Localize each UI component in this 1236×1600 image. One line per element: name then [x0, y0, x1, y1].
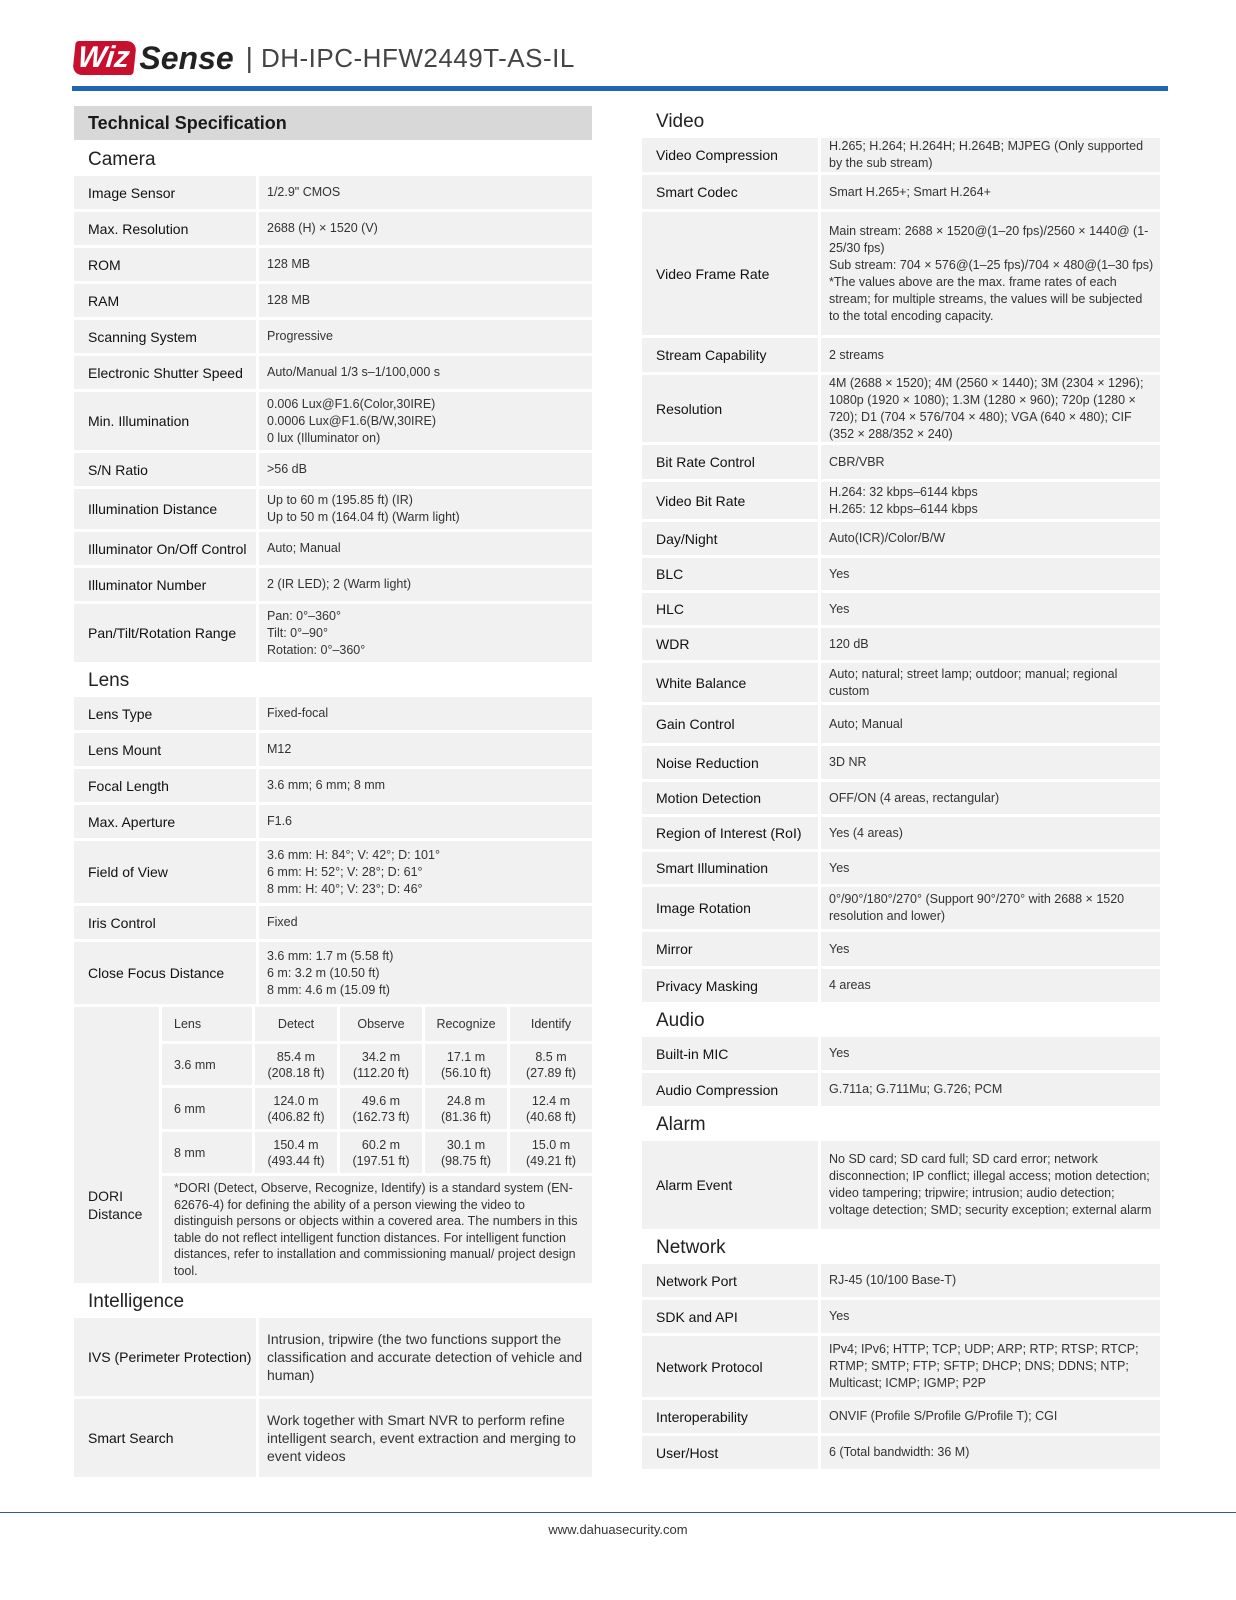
spec-value: Auto/Manual 1/3 s–1/100,000 s	[259, 356, 592, 389]
spec-label: Built-in MIC	[642, 1037, 818, 1070]
camera-row	[74, 212, 592, 245]
spec-label: Audio Compression	[642, 1073, 818, 1106]
network-row	[642, 1336, 1160, 1397]
video-row	[642, 969, 1160, 1002]
spec-value: 0.006 Lux@F1.6(Color,30IRE) 0.0006 Lux@F1.6(B/W,30IRE) 0 lux (Illuminator on)	[259, 392, 592, 450]
spec-value: Yes	[821, 1300, 1160, 1333]
video-row	[642, 628, 1160, 660]
spec-label: Min. Illumination	[74, 392, 256, 450]
spec-value: 4M (2688 × 1520); 4M (2560 × 1440); 3M (2304 × 1296); 1080p (1920 × 1080); 1.3M (1280 × 960); 720p (1280 × 720); D1 (704 × 576/704 × 480); VGA (640 × 480); CIF (352 × 288/352 × 240)	[821, 375, 1160, 442]
spec-value: 0°/90°/180°/270° (Support 90°/270° with 2688 × 1520 resolution and lower)	[821, 887, 1160, 929]
camera-row	[74, 532, 592, 565]
dori-cell: 8 mm	[162, 1132, 252, 1173]
section-intelligence-title: Intelligence	[88, 1291, 185, 1312]
model-number: DH-IPC-HFW2449T-AS-IL	[260, 42, 575, 73]
spec-label: Image Sensor	[74, 176, 256, 209]
network-row	[642, 1300, 1160, 1333]
spec-label: Gain Control	[642, 705, 818, 743]
video-row	[642, 375, 1160, 442]
spec-value: Auto; Manual	[821, 705, 1160, 743]
spec-value: Fixed-focal	[259, 697, 592, 730]
camera-row	[74, 489, 592, 529]
video-row	[642, 852, 1160, 884]
spec-value: ONVIF (Profile S/Profile G/Profile T); CGI	[821, 1400, 1160, 1433]
video-row	[642, 746, 1160, 779]
spec-value: Auto; natural; street lamp; outdoor; manual; regional custom	[821, 663, 1160, 702]
section-video-title: Video	[656, 111, 705, 132]
spec-label: Video Bit Rate	[642, 482, 818, 519]
spec-value: F1.6	[259, 805, 592, 838]
camera-row	[74, 392, 592, 450]
spec-label: Electronic Shutter Speed	[74, 356, 256, 389]
lens-row	[74, 697, 592, 730]
spec-value: H.264: 32 kbps–6144 kbps H.265: 12 kbps–6144 kbps	[821, 482, 1160, 519]
network-row	[642, 1400, 1160, 1433]
spec-value: G.711a; G.711Mu; G.726; PCM	[821, 1073, 1160, 1106]
spec-label: Resolution	[642, 375, 818, 442]
audio-table	[642, 1037, 1160, 1106]
dori-header-cell: Identify	[510, 1007, 592, 1041]
spec-label: Interoperability	[642, 1400, 818, 1433]
lens-row	[74, 733, 592, 766]
dori-header-cell: Recognize	[425, 1007, 507, 1041]
spec-label: Region of Interest (RoI)	[642, 817, 818, 849]
spec-label: Illuminator Number	[74, 568, 256, 601]
dori-cell: 17.1 m (56.10 ft)	[425, 1044, 507, 1085]
dori-cell: 24.8 m (81.36 ft)	[425, 1088, 507, 1129]
spec-value: OFF/ON (4 areas, rectangular)	[821, 782, 1160, 814]
lens-row	[74, 769, 592, 802]
page-header	[74, 38, 575, 78]
spec-value: IPv4; IPv6; HTTP; TCP; UDP; ARP; RTP; RTSP; RTCP; RTMP; SMTP; FTP; SFTP; DHCP; DNS; DDNS; NTP; Multicast; ICMP; IGMP; P2P	[821, 1336, 1160, 1397]
dori-cell: 150.4 m (493.44 ft)	[255, 1132, 337, 1173]
section-camera-title: Camera	[88, 149, 156, 170]
footer-divider	[0, 1512, 1236, 1513]
intelligence-row	[74, 1399, 592, 1477]
spec-label: Image Rotation	[642, 887, 818, 929]
spec-value: RJ-45 (10/100 Base-T)	[821, 1264, 1160, 1297]
video-row	[642, 932, 1160, 966]
dori-label: DORI Distance	[74, 1007, 159, 1283]
spec-label: Network Port	[642, 1264, 818, 1297]
spec-label: Noise Reduction	[642, 746, 818, 779]
spec-label: Illuminator On/Off Control	[74, 532, 256, 565]
video-row	[642, 558, 1160, 590]
video-row	[642, 445, 1160, 479]
camera-row	[74, 284, 592, 317]
section-network-title: Network	[656, 1237, 726, 1258]
logo-wiz: Wiz	[72, 41, 137, 75]
video-row	[642, 663, 1160, 702]
spec-value: Yes	[821, 1037, 1160, 1070]
lens-row	[74, 942, 592, 1004]
spec-label: Lens Mount	[74, 733, 256, 766]
spec-value: Pan: 0°–360° Tilt: 0°–90° Rotation: 0°–360°	[259, 604, 592, 662]
audio-row	[642, 1073, 1160, 1106]
dori-header-cell: Lens	[162, 1007, 252, 1041]
section-lens-title: Lens	[88, 670, 130, 691]
camera-row	[74, 356, 592, 389]
spec-label: HLC	[642, 593, 818, 625]
spec-label: Max. Resolution	[74, 212, 256, 245]
spec-label: User/Host	[642, 1436, 818, 1469]
network-table	[642, 1264, 1160, 1469]
spec-value: 2688 (H) × 1520 (V)	[259, 212, 592, 245]
spec-label: Max. Aperture	[74, 805, 256, 838]
spec-label: WDR	[642, 628, 818, 660]
right-column	[642, 106, 1160, 1472]
spec-value: Progressive	[259, 320, 592, 353]
camera-table	[74, 176, 592, 662]
spec-value: No SD card; SD card full; SD card error; network disconnection; IP conflict; illegal access; motion detection; video tampering; tripwire; intrusion; audio detection; voltage detection; SMD; security exception; external alarm	[821, 1141, 1160, 1229]
spec-value: Yes (4 areas)	[821, 817, 1160, 849]
spec-value: 120 dB	[821, 628, 1160, 660]
spec-value: 3.6 mm: H: 84°; V: 42°; D: 101° 6 mm: H: 52°; V: 28°; D: 61° 8 mm: H: 40°; V: 23°; D: 46°	[259, 841, 592, 903]
spec-label: Illumination Distance	[74, 489, 256, 529]
camera-row	[74, 604, 592, 662]
spec-label: Video Frame Rate	[642, 212, 818, 335]
dori-grid	[162, 1007, 592, 1173]
network-row	[642, 1264, 1160, 1297]
dori-cell: 12.4 m (40.68 ft)	[510, 1088, 592, 1129]
dori-cell: 49.6 m (162.73 ft)	[340, 1088, 422, 1129]
spec-label: ROM	[74, 248, 256, 281]
spec-value: Up to 60 m (195.85 ft) (IR) Up to 50 m (164.04 ft) (Warm light)	[259, 489, 592, 529]
dori-header-cell: Observe	[340, 1007, 422, 1041]
dori-cell: 8.5 m (27.89 ft)	[510, 1044, 592, 1085]
spec-value: Auto(ICR)/Color/B/W	[821, 522, 1160, 555]
intelligence-row	[74, 1318, 592, 1396]
video-row	[642, 782, 1160, 814]
lens-table	[74, 697, 592, 1004]
intelligence-table	[74, 1318, 592, 1477]
spec-title: Technical Specification	[74, 106, 592, 140]
spec-value: CBR/VBR	[821, 445, 1160, 479]
video-row	[642, 138, 1160, 172]
footer-url: www.dahuasecurity.com	[548, 1522, 688, 1537]
spec-label: Smart Illumination	[642, 852, 818, 884]
camera-row	[74, 568, 592, 601]
video-row	[642, 705, 1160, 743]
video-table	[642, 138, 1160, 1002]
spec-label: Lens Type	[74, 697, 256, 730]
spec-value: Yes	[821, 932, 1160, 966]
spec-label: Network Protocol	[642, 1336, 818, 1397]
spec-label: IVS (Perimeter Protection)	[74, 1318, 256, 1396]
spec-label: RAM	[74, 284, 256, 317]
audio-row	[642, 1037, 1160, 1070]
video-row	[642, 482, 1160, 519]
section-alarm-title: Alarm	[656, 1114, 706, 1135]
video-row	[642, 212, 1160, 335]
spec-label: S/N Ratio	[74, 453, 256, 486]
spec-value: Yes	[821, 593, 1160, 625]
spec-label: Close Focus Distance	[74, 942, 256, 1004]
video-row	[642, 887, 1160, 929]
spec-value: 1/2.9" CMOS	[259, 176, 592, 209]
spec-label: Day/Night	[642, 522, 818, 555]
header-separator: |	[245, 42, 253, 73]
spec-label: Focal Length	[74, 769, 256, 802]
spec-label: Smart Codec	[642, 175, 818, 209]
camera-row	[74, 176, 592, 209]
alarm-table	[642, 1141, 1160, 1229]
spec-label: Mirror	[642, 932, 818, 966]
spec-label: Pan/Tilt/Rotation Range	[74, 604, 256, 662]
video-row	[642, 338, 1160, 372]
spec-value: Auto; Manual	[259, 532, 592, 565]
camera-row	[74, 320, 592, 353]
spec-label: Scanning System	[74, 320, 256, 353]
spec-label: Bit Rate Control	[642, 445, 818, 479]
lens-row	[74, 906, 592, 939]
spec-label: Smart Search	[74, 1399, 256, 1477]
dori-cell: 85.4 m (208.18 ft)	[255, 1044, 337, 1085]
spec-value: H.265; H.264; H.264H; H.264B; MJPEG (Only supported by the sub stream)	[821, 138, 1160, 172]
spec-label: BLC	[642, 558, 818, 590]
camera-row	[74, 453, 592, 486]
spec-label: Video Compression	[642, 138, 818, 172]
spec-label: Privacy Masking	[642, 969, 818, 1002]
wizsense-logo	[74, 40, 234, 77]
spec-value: 6 (Total bandwidth: 36 M)	[821, 1436, 1160, 1469]
video-row	[642, 175, 1160, 209]
header-divider	[72, 86, 1168, 91]
spec-value: 3.6 mm; 6 mm; 8 mm	[259, 769, 592, 802]
spec-value: 2 streams	[821, 338, 1160, 372]
spec-value: M12	[259, 733, 592, 766]
dori-cell: 34.2 m (112.20 ft)	[340, 1044, 422, 1085]
spec-label: Alarm Event	[642, 1141, 818, 1229]
spec-value: 128 MB	[259, 248, 592, 281]
spec-value: Smart H.265+; Smart H.264+	[821, 175, 1160, 209]
spec-value: 3D NR	[821, 746, 1160, 779]
dori-cell: 124.0 m (406.82 ft)	[255, 1088, 337, 1129]
dori-cell: 30.1 m (98.75 ft)	[425, 1132, 507, 1173]
dori-table	[74, 1007, 592, 1283]
spec-label: Motion Detection	[642, 782, 818, 814]
spec-label: Iris Control	[74, 906, 256, 939]
section-audio-title: Audio	[656, 1010, 705, 1031]
alarm-row	[642, 1141, 1160, 1229]
video-row	[642, 817, 1160, 849]
spec-value: 128 MB	[259, 284, 592, 317]
dori-cell: 3.6 mm	[162, 1044, 252, 1085]
spec-value: Yes	[821, 852, 1160, 884]
spec-value: 3.6 mm: 1.7 m (5.58 ft) 6 m: 3.2 m (10.50 ft) 8 mm: 4.6 m (15.09 ft)	[259, 942, 592, 1004]
network-row	[642, 1436, 1160, 1469]
spec-value: Yes	[821, 558, 1160, 590]
spec-value: 4 areas	[821, 969, 1160, 1002]
spec-value: 2 (IR LED); 2 (Warm light)	[259, 568, 592, 601]
logo-sense: Sense	[139, 39, 234, 76]
video-row	[642, 522, 1160, 555]
spec-value: Intrusion, tripwire (the two functions support the classification and accurate detection of vehicle and human)	[259, 1318, 592, 1396]
dori-cell: 15.0 m (49.21 ft)	[510, 1132, 592, 1173]
dori-header-cell: Detect	[255, 1007, 337, 1041]
dori-note: *DORI (Detect, Observe, Recognize, Identify) is a standard system (EN-62676-4) for defining the ability of a person viewing the video to distinguish persons or objects within a covered area. The numbers in this table do not reflect intelligent function distances. For intelligent function distances, refer to installation and commissioning manual/ project design tool.	[162, 1176, 592, 1283]
dori-cell: 6 mm	[162, 1088, 252, 1129]
spec-value: Main stream: 2688 × 1520@(1–20 fps)/2560 × 1440@ (1-25/30 fps) Sub stream: 704 × 576@(1–25 fps)/704 × 480@(1–30 fps) *The values above are the max. frame rates of each stream; for multiple streams, the values will be subjected to the total encoding capacity.	[821, 212, 1160, 335]
left-column	[74, 106, 592, 1480]
spec-value: Work together with Smart NVR to perform refine intelligent search, event extraction and merging to event videos	[259, 1399, 592, 1477]
lens-row	[74, 805, 592, 838]
spec-value: Fixed	[259, 906, 592, 939]
spec-value: >56 dB	[259, 453, 592, 486]
camera-row	[74, 248, 592, 281]
spec-label: Stream Capability	[642, 338, 818, 372]
lens-row	[74, 841, 592, 903]
video-row	[642, 593, 1160, 625]
spec-label: Field of View	[74, 841, 256, 903]
spec-label: SDK and API	[642, 1300, 818, 1333]
spec-label: White Balance	[642, 663, 818, 702]
dori-cell: 60.2 m (197.51 ft)	[340, 1132, 422, 1173]
